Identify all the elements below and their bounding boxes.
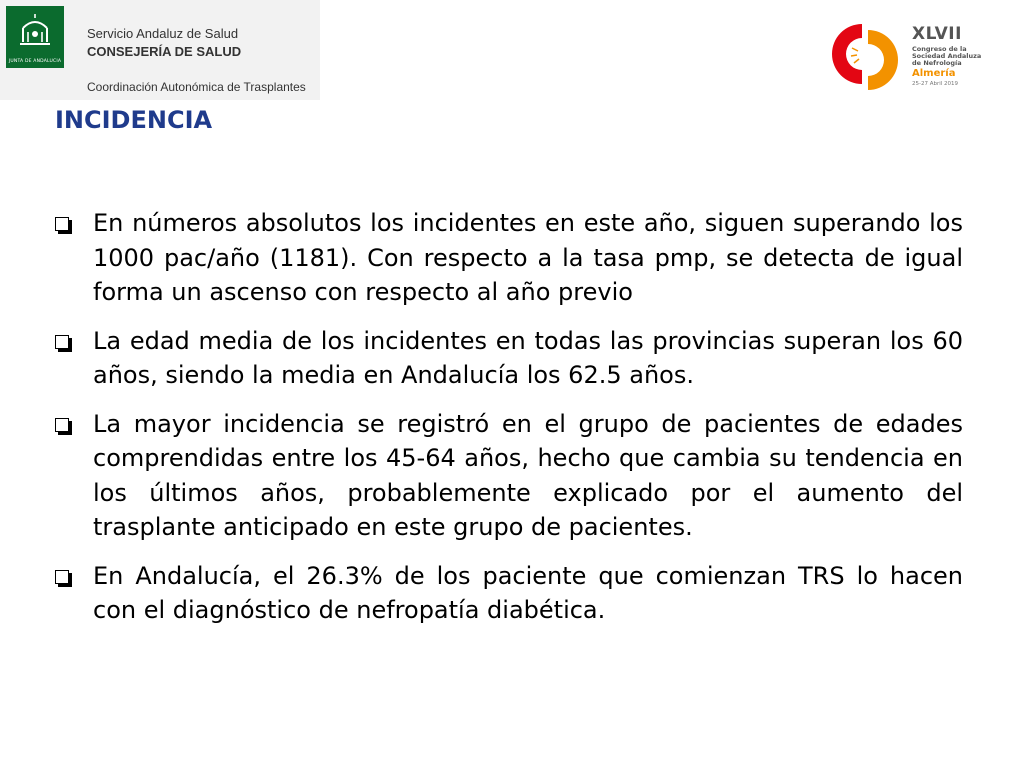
- bullet-item: [55, 559, 963, 628]
- checkbox-square-icon: [55, 217, 69, 231]
- bullet-item: [55, 407, 963, 545]
- header-logo-band: [0, 0, 320, 100]
- org-name-sas: Servicio Andaluz de Salud: [87, 26, 239, 41]
- congress-logo: [822, 18, 1002, 96]
- junta-de-andalucia-emblem-icon: [6, 6, 64, 68]
- congress-number: XLVII: [912, 24, 962, 44]
- bullet-text: La edad media de los incidentes en todas las provincias superan los 60 años, siendo la media en Andalucía los 62.5 años.: [93, 326, 963, 389]
- org-name-consejeria: CONSEJERÍA DE SALUD: [87, 44, 242, 59]
- bullet-text: En Andalucía, el 26.3% de los paciente que comienzan TRS lo hacen con el diagnóstico de nefropatía diabética.: [93, 561, 963, 624]
- congress-line-3: de Nefrología: [912, 59, 962, 67]
- bullet-text: La mayor incidencia se registró en el grupo de pacientes de edades comprendidas entre los 45-64 años, hecho que cambia su tendencia en los últimos años, probablemente explicado por el aumento del trasplante anticipado en este grupo de pacientes.: [93, 409, 963, 541]
- bullet-list: [55, 206, 963, 642]
- congress-dates: 25-27 Abril 2019: [912, 81, 959, 87]
- slide-title: INCIDENCIA: [55, 106, 213, 134]
- org-name-coordinacion: Coordinación Autonómica de Trasplantes: [87, 80, 306, 94]
- bullet-item: [55, 324, 963, 393]
- congress-sun-logo-icon: [822, 18, 908, 96]
- checkbox-square-icon: [55, 335, 69, 349]
- checkbox-square-icon: [55, 418, 69, 432]
- emblem-text: JUNTA DE ANDALUCIA: [8, 59, 62, 64]
- congress-city: Almería: [912, 68, 956, 79]
- congress-line-2: Sociedad Andaluza: [912, 52, 982, 60]
- congress-line-1: Congreso de la: [912, 45, 967, 53]
- bullet-text: En números absolutos los incidentes en este año, siguen superando los 1000 pac/año (1181). Con respecto a la tasa pmp, se detecta de igual forma un ascenso con respecto al año previo: [93, 209, 963, 306]
- bullet-item: [55, 206, 963, 310]
- checkbox-square-icon: [55, 570, 69, 584]
